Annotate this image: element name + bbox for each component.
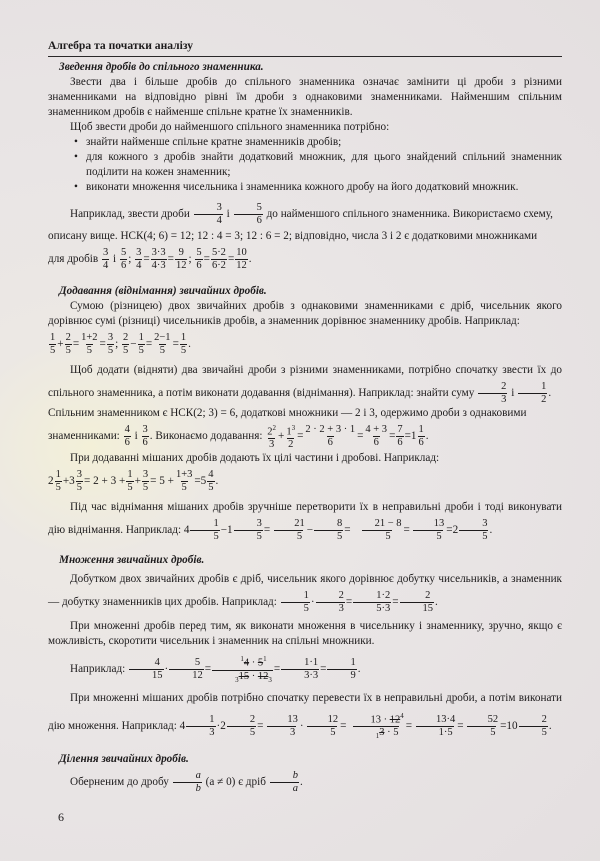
fraction: $\frac{3}{4}$: [194, 202, 223, 227]
paragraph: Сумою (різницею) двох звичайних дробів з однаковими знаменниками є дріб, чисельник якого дорівнює сумі (різниці) чисельників дробів, а знаменник дорівнює знаменнику дробів. Наприклад:: [48, 300, 562, 327]
list-item: • знайти найменше спільне кратне знаменників дробів;: [74, 135, 562, 150]
paragraph: Добутком двох звичайних дробів є дріб, чисельник якого дорівнює добутку чисельників, а знаменник — добутку знаменників цих дробів. Наприклад: $\frac{1}{5}$ · $\frac{2}{3}$ = $\frac{1\cdot 2}{5\cdot 3}$ = $\frac{2}{15}$ .: [48, 573, 562, 615]
paragraph: Щоб звести дроби до найменшого спільного знаменника потрібно:: [70, 121, 390, 133]
section-title-division: Ділення звичайних дробів.: [59, 753, 189, 766]
running-head: Алгебра та початки аналізу: [48, 36, 562, 57]
formula-line: Наприклад: $\frac{4}{15}$ · $\frac{5}{12}$ = $\frac{^14 \cdot 5^1}{_315 \cdot 12_3}$ = $\frac{1\cdot 1}{3\cdot 3}$ = $\frac{1}{9}$ .: [70, 655, 361, 684]
paragraph: При множенні дробів перед тим, як виконати множення в чисельнику і знаменнику, зручно, якщо є можливість, скоротити чисельник і знаменник на спільні множники.: [48, 620, 562, 648]
paragraph: Звести два і більше дробів до спільного знаменника означає замінити ці дроби з різними знаменниками на відповідно рівні їм дроби з однаковими знаменниками. Найменшим спільним знаменником дробів є найменше спільне кратне їх знаменників.: [48, 76, 562, 118]
cancelled-fraction: $\frac{13 \cdot 12^4}{_13 \cdot 5}$: [347, 710, 404, 743]
paragraph: При додаванні мішаних дробів додають їх цілі частини і дробові. Наприклад:: [70, 452, 440, 465]
formula-line: 2 $\frac{1}{5}$ +3 $\frac{3}{5}$ = 2 + 3 + $\frac{1}{5}$ + $\frac{3}{5}$ = 5 + $\frac{1+3}{5}$ =5 $\frac{4}{5}$ .: [48, 469, 219, 494]
section-title-multiplication: Множення звичайних дробів.: [59, 554, 205, 567]
page-number: 6: [58, 810, 64, 824]
list-item: • для кожного з дробів знайти додатковий множник, для цього знайдений спільний знаменник поділити на кожен знаменник;: [74, 150, 562, 180]
cancelled-fraction: $\frac{^14 \cdot 5^1}{_315 \cdot 12_3}$: [212, 653, 273, 686]
paragraph: Спільним знаменником є НСК(2; 3) = 6, додаткові множники — 2 і 3, одержимо дроби з однаковими: [48, 407, 527, 419]
formula-line: $\frac{1}{5}$ + $\frac{2}{5}$ = $\frac{1+2}{5}$ = $\frac{3}{5}$ ; $\frac{2}{5}$ − $\frac{1}{5}$ = $\frac{2-1}{5}$ = $\frac{1}{5}$ .: [50, 331, 191, 356]
formula-line: для дробів $\frac{3}{4}$ і $\frac{5}{6}$ ; $\frac{3}{4}$ = $\frac{3\cdot 3}{4\cdot 3}$ = $\frac{9}{12}$ ; $\frac{5}{6}$ = $\frac{5\cdot 2}{6\cdot 2}$ = $\frac{10}{12}$ .: [48, 246, 252, 271]
list-item: • виконати множення чисельника і знаменника кожного дробу на його додатковий множник.: [74, 180, 562, 195]
paragraph: описану вище. НСК(4; 6) = 12; 12 : 4 = 3; 12 : 6 = 2; відповідно, числа 3 і 2 є додатковими множниками: [48, 230, 538, 242]
formula-line: знаменниками: $\frac{4}{6}$ і $\frac{3}{6}$ . Виконаємо додавання: $\frac{2^2}{3}$ + $\frac{1^3}{2}$ = $\frac{2 \cdot 2 + 3 \cdot 1}{6}$ = $\frac{4 + 3}{6}$ = $\frac{7}{6}$ =1 $\frac{1}{6}$ .: [48, 423, 429, 451]
fraction: $\frac{5}{6}$: [234, 202, 263, 227]
paragraph: Щоб додати (відняти) два звичайні дроби з різними знаменниками, потрібно спочатку звести їх до спільного знаменника, а потім виконати додавання (віднімання). Наприклад: знайти суму $\frac{2}{3}$ і $\frac{1}{2}$ .: [48, 364, 562, 405]
paragraph: При множенні мішаних дробів потрібно спочатку перевести їх в неправильні дроби, а потім виконати дію множення. Наприклад: 4 $\frac{1}{3}$ ·2 $\frac{2}{5}$ = $\frac{13}{3}$ · $\frac{12}{5}$ = $\frac{13 \cdot 12^4}{_13 \cdot 5}$ = $\frac{13\cdot 4}{1\cdot 5}$ = $\frac{52}{5}$ =10 $\frac{2}{5}$ .: [48, 691, 562, 741]
section-title-common-denominator: Зведення дробів до спільного знаменника.: [59, 61, 264, 73]
example-paragraph: Наприклад, звести дроби $\frac{3}{4}$ і $\frac{5}{6}$ до найменшого спільного знаменника. Використаємо схему,: [70, 201, 553, 226]
section-title-addition: Додавання (віднімання) звичайних дробів.: [59, 285, 267, 297]
steps-list: [48, 135, 562, 195]
formula-line: Оберненим до дробу $\frac{a}{b}$ (a ≠ 0) є дріб $\frac{b}{a}$ .: [70, 770, 303, 795]
paragraph: Під час віднімання мішаних дробів зручніше перетворити їх в неправильні дроби і тоді виконувати дію віднімання. Наприклад: 4 $\frac{1}{5}$ −1 $\frac{3}{5}$ = $\frac{21}{5}$ − $\frac{8}{5}$ = $\frac{21 - 8}{5}$ = $\frac{13}{5}$ =2 $\frac{3}{5}$ .: [48, 501, 562, 543]
textbook-page: [48, 36, 562, 797]
